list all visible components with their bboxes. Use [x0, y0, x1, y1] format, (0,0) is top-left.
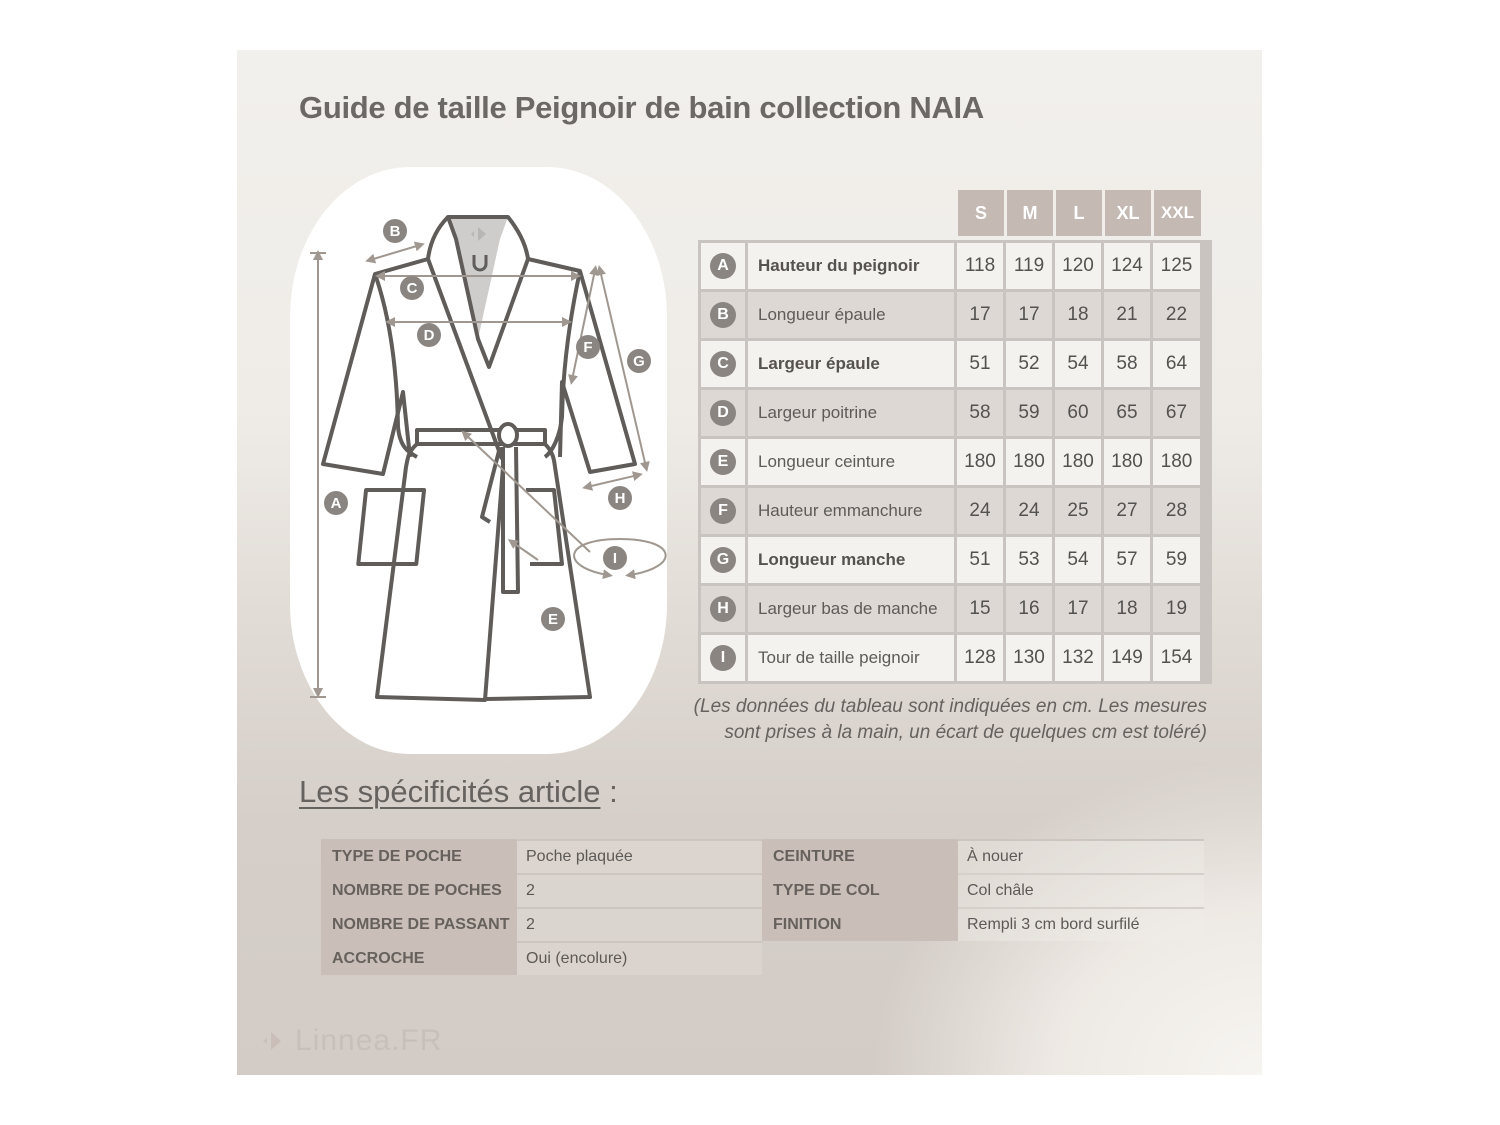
size-row-f	[701, 488, 1209, 534]
measure-g-badge-icon: G	[710, 547, 736, 573]
size-header-m: M	[1007, 190, 1053, 236]
size-row-b	[701, 292, 1209, 338]
label-d-icon	[417, 323, 441, 347]
table-note	[677, 694, 1207, 746]
svg-text:I: I	[612, 550, 618, 567]
size-value-xl: 65	[1104, 390, 1150, 436]
size-value-xxl: 67	[1153, 390, 1200, 436]
measure-label: Tour de taille peignoir	[748, 635, 954, 681]
size-header-s: S	[958, 190, 1004, 236]
size-value-l: 132	[1055, 635, 1101, 681]
size-row-d	[701, 390, 1209, 436]
size-value-m: 130	[1006, 635, 1052, 681]
row-letter-cell	[701, 635, 745, 681]
specs-left-table	[321, 839, 762, 975]
spec-key: TYPE DE COL	[762, 873, 958, 907]
spec-value: 2	[517, 873, 762, 907]
brand-name: Linnea	[295, 1024, 392, 1057]
size-value-xxl: 180	[1153, 439, 1200, 485]
spec-value: Poche plaquée	[517, 839, 762, 873]
size-value-l: 180	[1055, 439, 1101, 485]
specs-title-suffix: :	[600, 774, 618, 809]
size-value-s: 180	[957, 439, 1003, 485]
specs-right-table	[762, 839, 1204, 941]
size-value-m: 59	[1006, 390, 1052, 436]
spec-key: CEINTURE	[762, 839, 958, 873]
brand-logo	[259, 1024, 442, 1058]
row-letter-cell	[701, 586, 745, 632]
label-f-icon	[576, 335, 600, 359]
spec-value: 2	[517, 907, 762, 941]
row-letter-cell	[701, 341, 745, 387]
spec-row	[762, 873, 1204, 907]
spec-key: TYPE DE POCHE	[321, 839, 517, 873]
specs-title	[299, 774, 618, 810]
measure-label: Hauteur emmanchure	[748, 488, 954, 534]
size-guide-card	[237, 50, 1262, 1075]
measure-b-badge-icon: B	[710, 302, 736, 328]
size-value-xl: 18	[1104, 586, 1150, 632]
robe-diagram	[290, 167, 667, 754]
specs-title-text: Les spécificités article	[299, 774, 601, 809]
svg-text:A: A	[330, 495, 342, 512]
size-value-l: 120	[1055, 243, 1101, 289]
spec-value: Rempli 3 cm bord surfilé	[958, 907, 1204, 941]
spec-value: À nouer	[958, 839, 1204, 873]
size-value-m: 24	[1006, 488, 1052, 534]
spec-key: FINITION	[762, 907, 958, 941]
measure-label: Longueur épaule	[748, 292, 954, 338]
svg-text:H: H	[614, 490, 626, 507]
size-header-xl: XL	[1105, 190, 1151, 236]
measure-label: Largeur bas de manche	[748, 586, 954, 632]
size-value-m: 180	[1006, 439, 1052, 485]
size-value-s: 128	[957, 635, 1003, 681]
row-letter-cell	[701, 243, 745, 289]
size-value-xxl: 64	[1153, 341, 1200, 387]
svg-text:B: B	[389, 223, 401, 240]
label-h-icon	[608, 486, 632, 510]
size-value-xxl: 28	[1153, 488, 1200, 534]
spec-value: Col châle	[958, 873, 1204, 907]
brand-logo-text	[295, 1024, 442, 1058]
size-header-xxl: XXL	[1154, 190, 1201, 236]
brand-leaf-icon	[259, 1028, 285, 1054]
size-value-s: 17	[957, 292, 1003, 338]
size-value-xxl: 19	[1153, 586, 1200, 632]
svg-text:C: C	[406, 280, 418, 297]
measure-label: Largeur épaule	[748, 341, 954, 387]
size-value-l: 54	[1055, 341, 1101, 387]
size-value-l: 60	[1055, 390, 1101, 436]
size-value-xl: 57	[1104, 537, 1150, 583]
size-row-g	[701, 537, 1209, 583]
label-g-icon	[627, 349, 651, 373]
page-title: Guide de taille Peignoir de bain collection NAIA	[299, 90, 984, 125]
size-value-s: 118	[957, 243, 1003, 289]
measure-d-badge-icon: D	[710, 400, 736, 426]
size-value-xl: 58	[1104, 341, 1150, 387]
spec-row	[321, 907, 762, 941]
spec-key: NOMBRE DE PASSANT	[321, 907, 517, 941]
measure-label: Longueur manche	[748, 537, 954, 583]
measure-c-badge-icon: C	[710, 351, 736, 377]
label-i-icon	[603, 546, 627, 570]
spec-row	[762, 839, 1204, 873]
row-letter-cell	[701, 390, 745, 436]
row-letter-cell	[701, 439, 745, 485]
measure-label: Hauteur du peignoir	[748, 243, 954, 289]
size-value-xl: 180	[1104, 439, 1150, 485]
size-value-xl: 149	[1104, 635, 1150, 681]
size-row-e	[701, 439, 1209, 485]
spec-value: Oui (encolure)	[517, 941, 762, 975]
spec-row	[321, 941, 762, 975]
measure-label: Longueur ceinture	[748, 439, 954, 485]
size-value-s: 24	[957, 488, 1003, 534]
label-a-icon	[324, 491, 348, 515]
spec-key: NOMBRE DE POCHES	[321, 873, 517, 907]
measure-label: Largeur poitrine	[748, 390, 954, 436]
size-row-i	[701, 635, 1209, 681]
size-value-s: 51	[957, 341, 1003, 387]
robe-illustration	[290, 167, 667, 754]
size-value-s: 15	[957, 586, 1003, 632]
spec-row	[321, 839, 762, 873]
size-header-l: L	[1056, 190, 1102, 236]
brand-suffix: .FR	[391, 1024, 443, 1057]
spec-row	[321, 873, 762, 907]
size-value-l: 18	[1055, 292, 1101, 338]
size-row-a	[701, 243, 1209, 289]
size-value-m: 52	[1006, 341, 1052, 387]
size-row-h	[701, 586, 1209, 632]
size-value-xl: 124	[1104, 243, 1150, 289]
label-b-icon	[383, 219, 407, 243]
svg-text:G: G	[633, 353, 645, 370]
measure-f-badge-icon: F	[710, 498, 736, 524]
size-value-s: 58	[957, 390, 1003, 436]
spec-key: ACCROCHE	[321, 941, 517, 975]
row-letter-cell	[701, 488, 745, 534]
size-value-m: 17	[1006, 292, 1052, 338]
table-note-line-1: (Les données du tableau sont indiquées en cm. Les mesures	[693, 696, 1207, 717]
size-value-m: 53	[1006, 537, 1052, 583]
measure-i-badge-icon: I	[710, 645, 736, 671]
row-letter-cell	[701, 292, 745, 338]
spec-row	[762, 907, 1204, 941]
svg-text:F: F	[583, 339, 593, 356]
size-value-s: 51	[957, 537, 1003, 583]
size-value-xxl: 22	[1153, 292, 1200, 338]
size-value-l: 54	[1055, 537, 1101, 583]
size-value-xl: 21	[1104, 292, 1150, 338]
size-value-xxl: 125	[1153, 243, 1200, 289]
svg-text:E: E	[547, 611, 559, 628]
size-value-m: 16	[1006, 586, 1052, 632]
svg-text:D: D	[423, 327, 435, 344]
size-value-m: 119	[1006, 243, 1052, 289]
size-value-xxl: 154	[1153, 635, 1200, 681]
size-header-row	[958, 190, 1201, 236]
measure-h-badge-icon: H	[710, 596, 736, 622]
size-value-xxl: 59	[1153, 537, 1200, 583]
label-c-icon	[400, 276, 424, 300]
size-value-l: 17	[1055, 586, 1101, 632]
measure-e-badge-icon: E	[710, 449, 736, 475]
size-table	[698, 240, 1212, 684]
label-e-icon	[541, 607, 565, 631]
size-value-l: 25	[1055, 488, 1101, 534]
row-letter-cell	[701, 537, 745, 583]
size-value-xl: 27	[1104, 488, 1150, 534]
measure-a-badge-icon: A	[710, 253, 736, 279]
size-row-c	[701, 341, 1209, 387]
table-note-line-2: sont prises à la main, un écart de quelques cm est toléré)	[724, 722, 1207, 743]
